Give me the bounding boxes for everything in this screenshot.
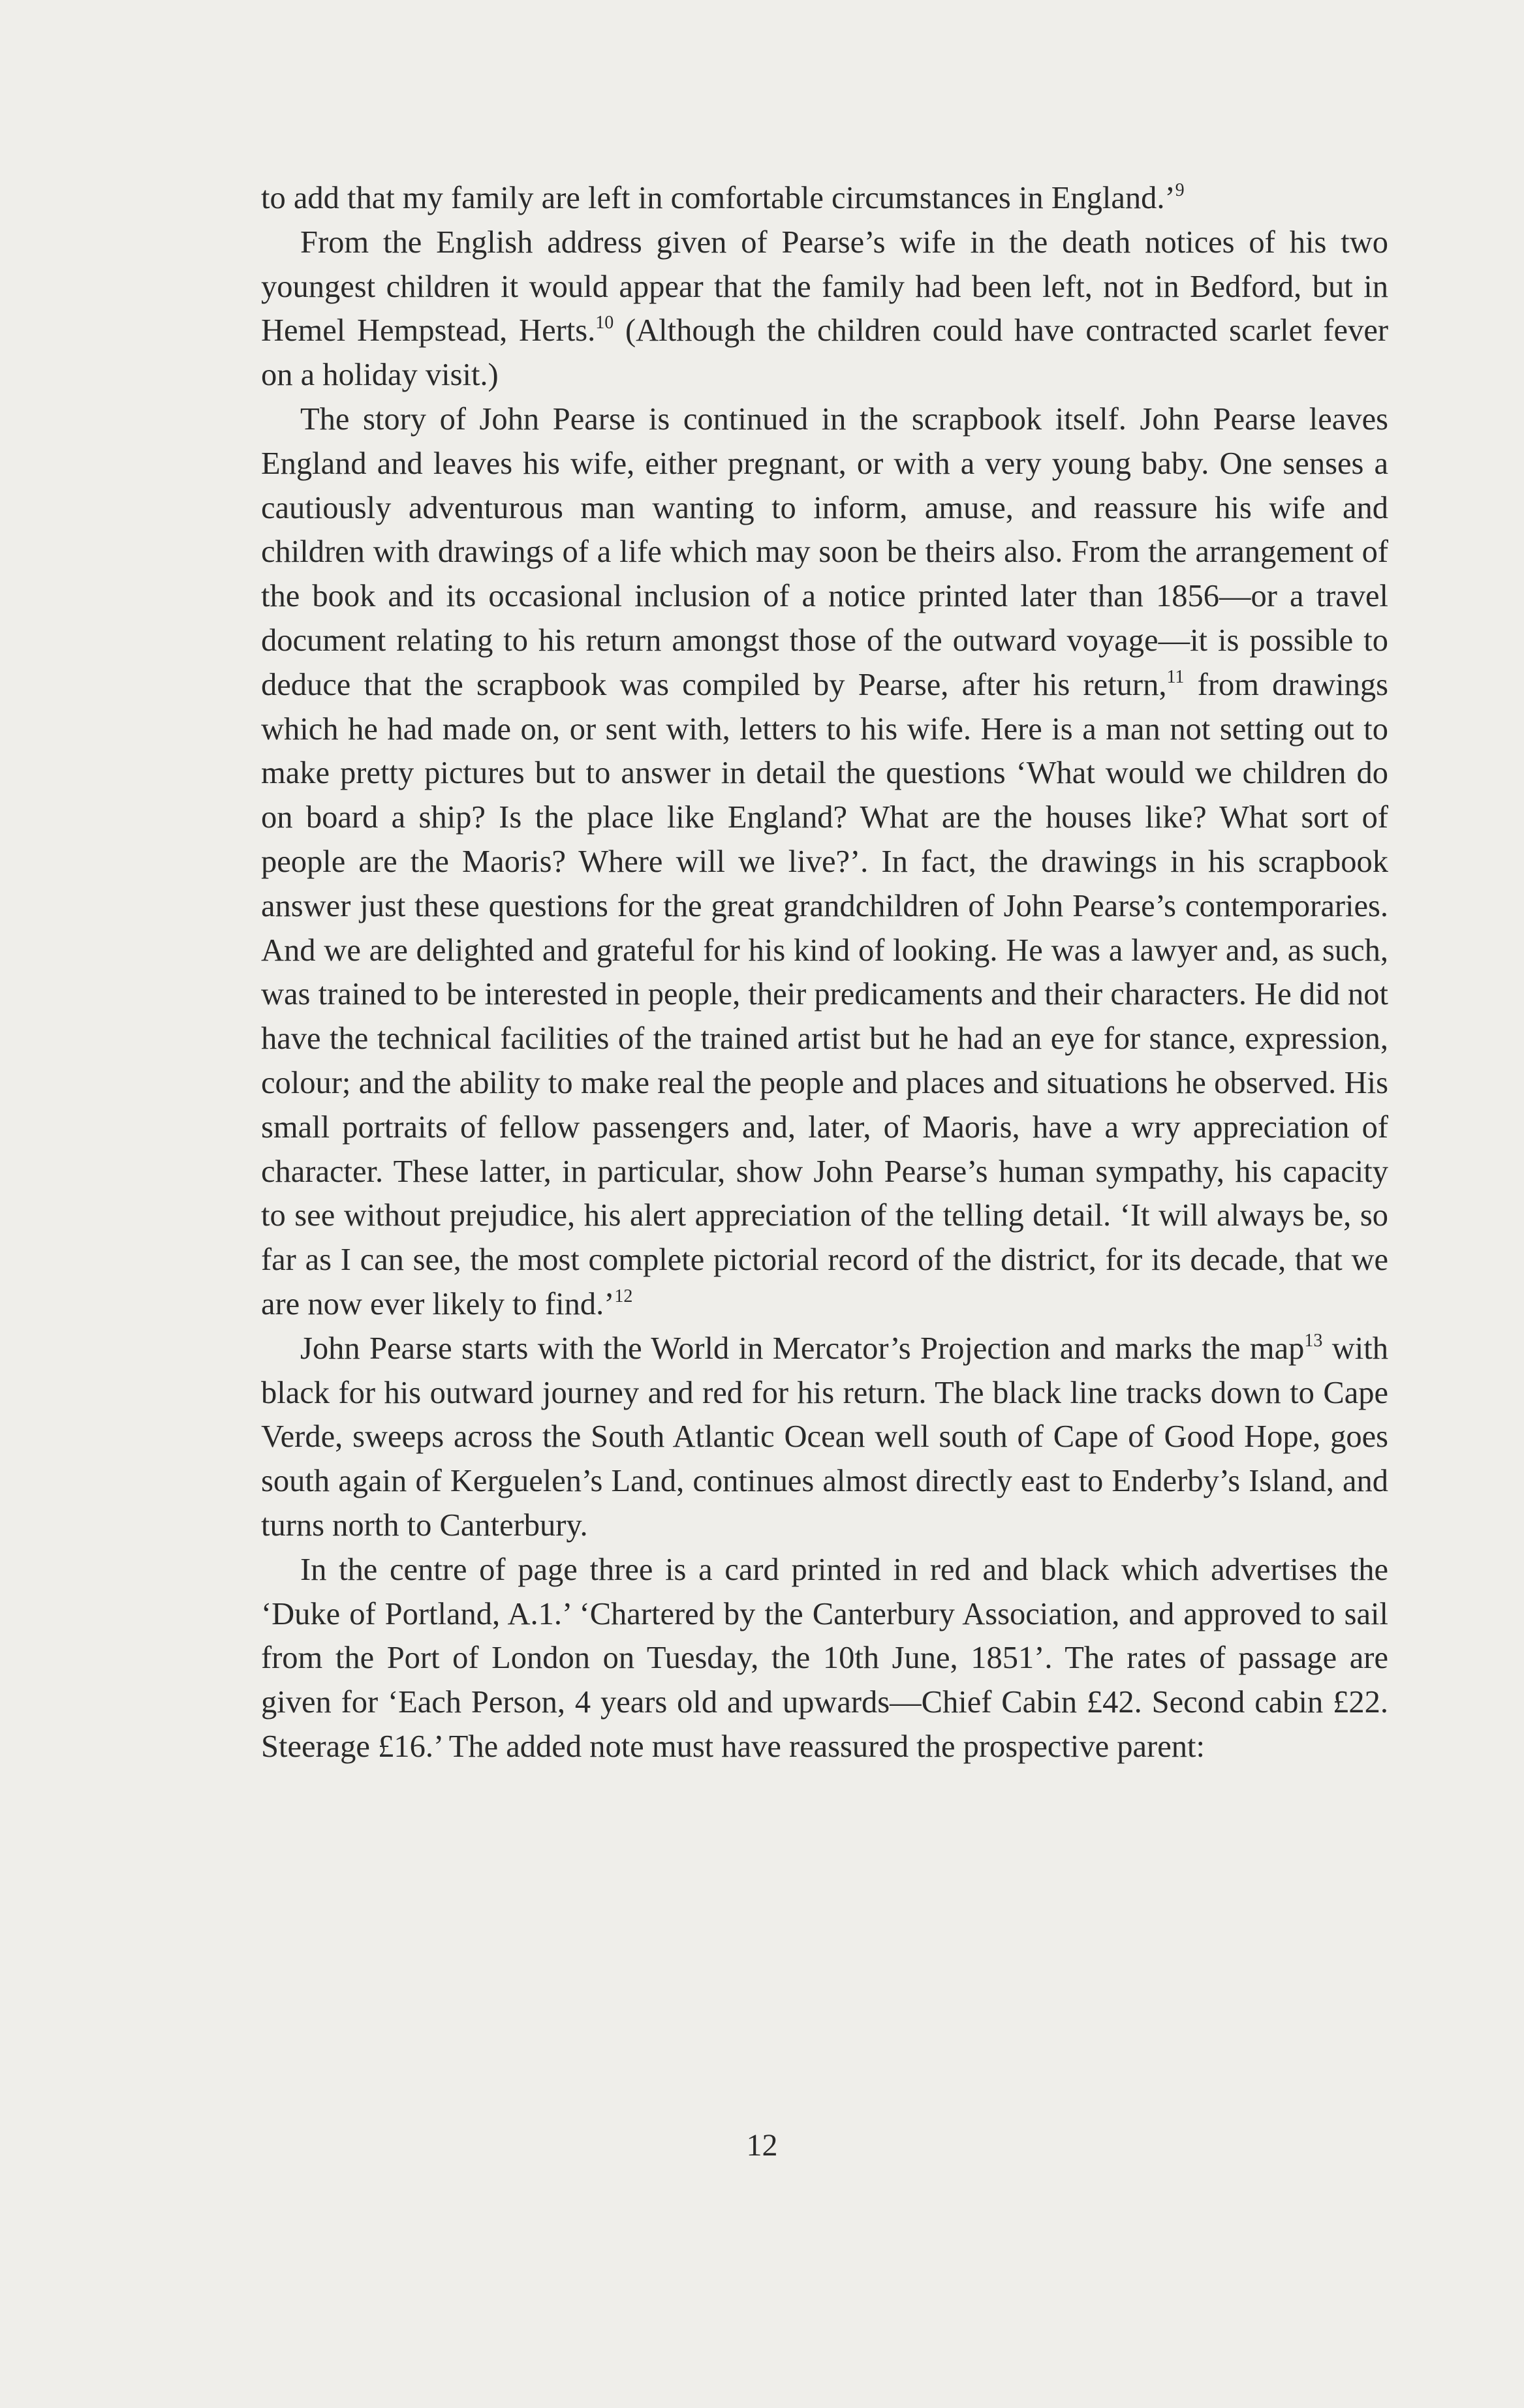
- text-run: In the centre of page three is a card printed in red and black which advertises the ‘Duke of Portland, A.1.’ ‘Chartered by the Canterbury Association, and approved to sail from the Port of London on Tuesday, the 10th June, 1851’. The rates of passage are given for ‘Each Person, 4 years old and upwards—Chief Cabin £42. Second cabin £22. Steerage £16.’ The added note must have reassured the prospective parent:: [261, 1552, 1388, 1764]
- text-run: (Although the children could have contracted scarlet fever on a holiday visit.): [261, 313, 1388, 393]
- text-run: from drawings which he had made on, or sent with, letters to his wife. Here is a man not setting out to make pretty pictures but to answer in detail the questions ‘What would we children do on board a ship? Is the place like England? What are the houses like? What sort of people are the Maoris? Where will we live?’. In fact, the drawings in his scrapbook answer just these questions for the great grandchildren of John Pearse’s contemporaries. And we are delighted and grateful for his kind of looking. He was a lawyer and, as such, was trained to be interested in people, their predicaments and their characters. He did not have the technical facilities of the trained artist but he had an eye for stance, expression, colour; and the ability to make real the people and places and situations he observed. His small portraits of fellow passengers and, later, of Maoris, have a wry appreciation of character. These latter, in particular, show John Pearse’s human sympathy, his capacity to see without prejudice, his alert appreciation of the telling detail. ‘It will always be, so far as I can see, the most complete pictorial record of the district, for its decade, that we are now ever likely to find.’: [261, 667, 1388, 1321]
- text-run: with black for his outward journey and red for his return. The black line tracks down to Cape Verde, sweeps across the South Atlantic Ocean well south of Cape of Good Hope, goes south again of Kerguelen’s Land, continues almost directly east to Enderby’s Island, and turns north to Canterbury.: [261, 1331, 1388, 1543]
- text-run: The story of John Pearse is continued in the scrapbook itself. John Pearse leaves England and leaves his wife, either pregnant, or with a very young baby. One senses a cautiously adventurous man wanting to inform, amuse, and reassure his wife and children with drawings of a life which may soon be theirs also. From the arrangement of the book and its occasional inclusion of a notice printed later than 1856—or a travel document relating to his return amongst those of the outward voyage—it is possible to deduce that the scrapbook was compiled by Pearse, after his return,: [261, 401, 1388, 702]
- paragraph: [261, 176, 1388, 221]
- body-text: [261, 176, 1388, 1769]
- paragraph: [261, 397, 1388, 1327]
- text-run: From the English address given of Pearse’s wife in the death notices of his two youngest children it would appear that the family had been left, not in Bedford, but in Hemel Hempstead, Herts.: [261, 224, 1388, 348]
- page-number: 12: [746, 2128, 778, 2163]
- footnote-ref: 12: [614, 1286, 633, 1306]
- footnote-ref: 13: [1304, 1330, 1323, 1351]
- footnote-ref: 9: [1175, 180, 1185, 200]
- footnote-ref: 10: [595, 313, 614, 333]
- paragraph: [261, 221, 1388, 397]
- text-run: to add that my family are left in comfortable circumstances in England.’: [261, 181, 1175, 215]
- text-run: John Pearse starts with the World in Mercator’s Projection and marks the map: [300, 1331, 1305, 1366]
- footnote-ref: 11: [1166, 666, 1185, 687]
- paragraph: [261, 1548, 1388, 1769]
- paragraph: [261, 1327, 1388, 1548]
